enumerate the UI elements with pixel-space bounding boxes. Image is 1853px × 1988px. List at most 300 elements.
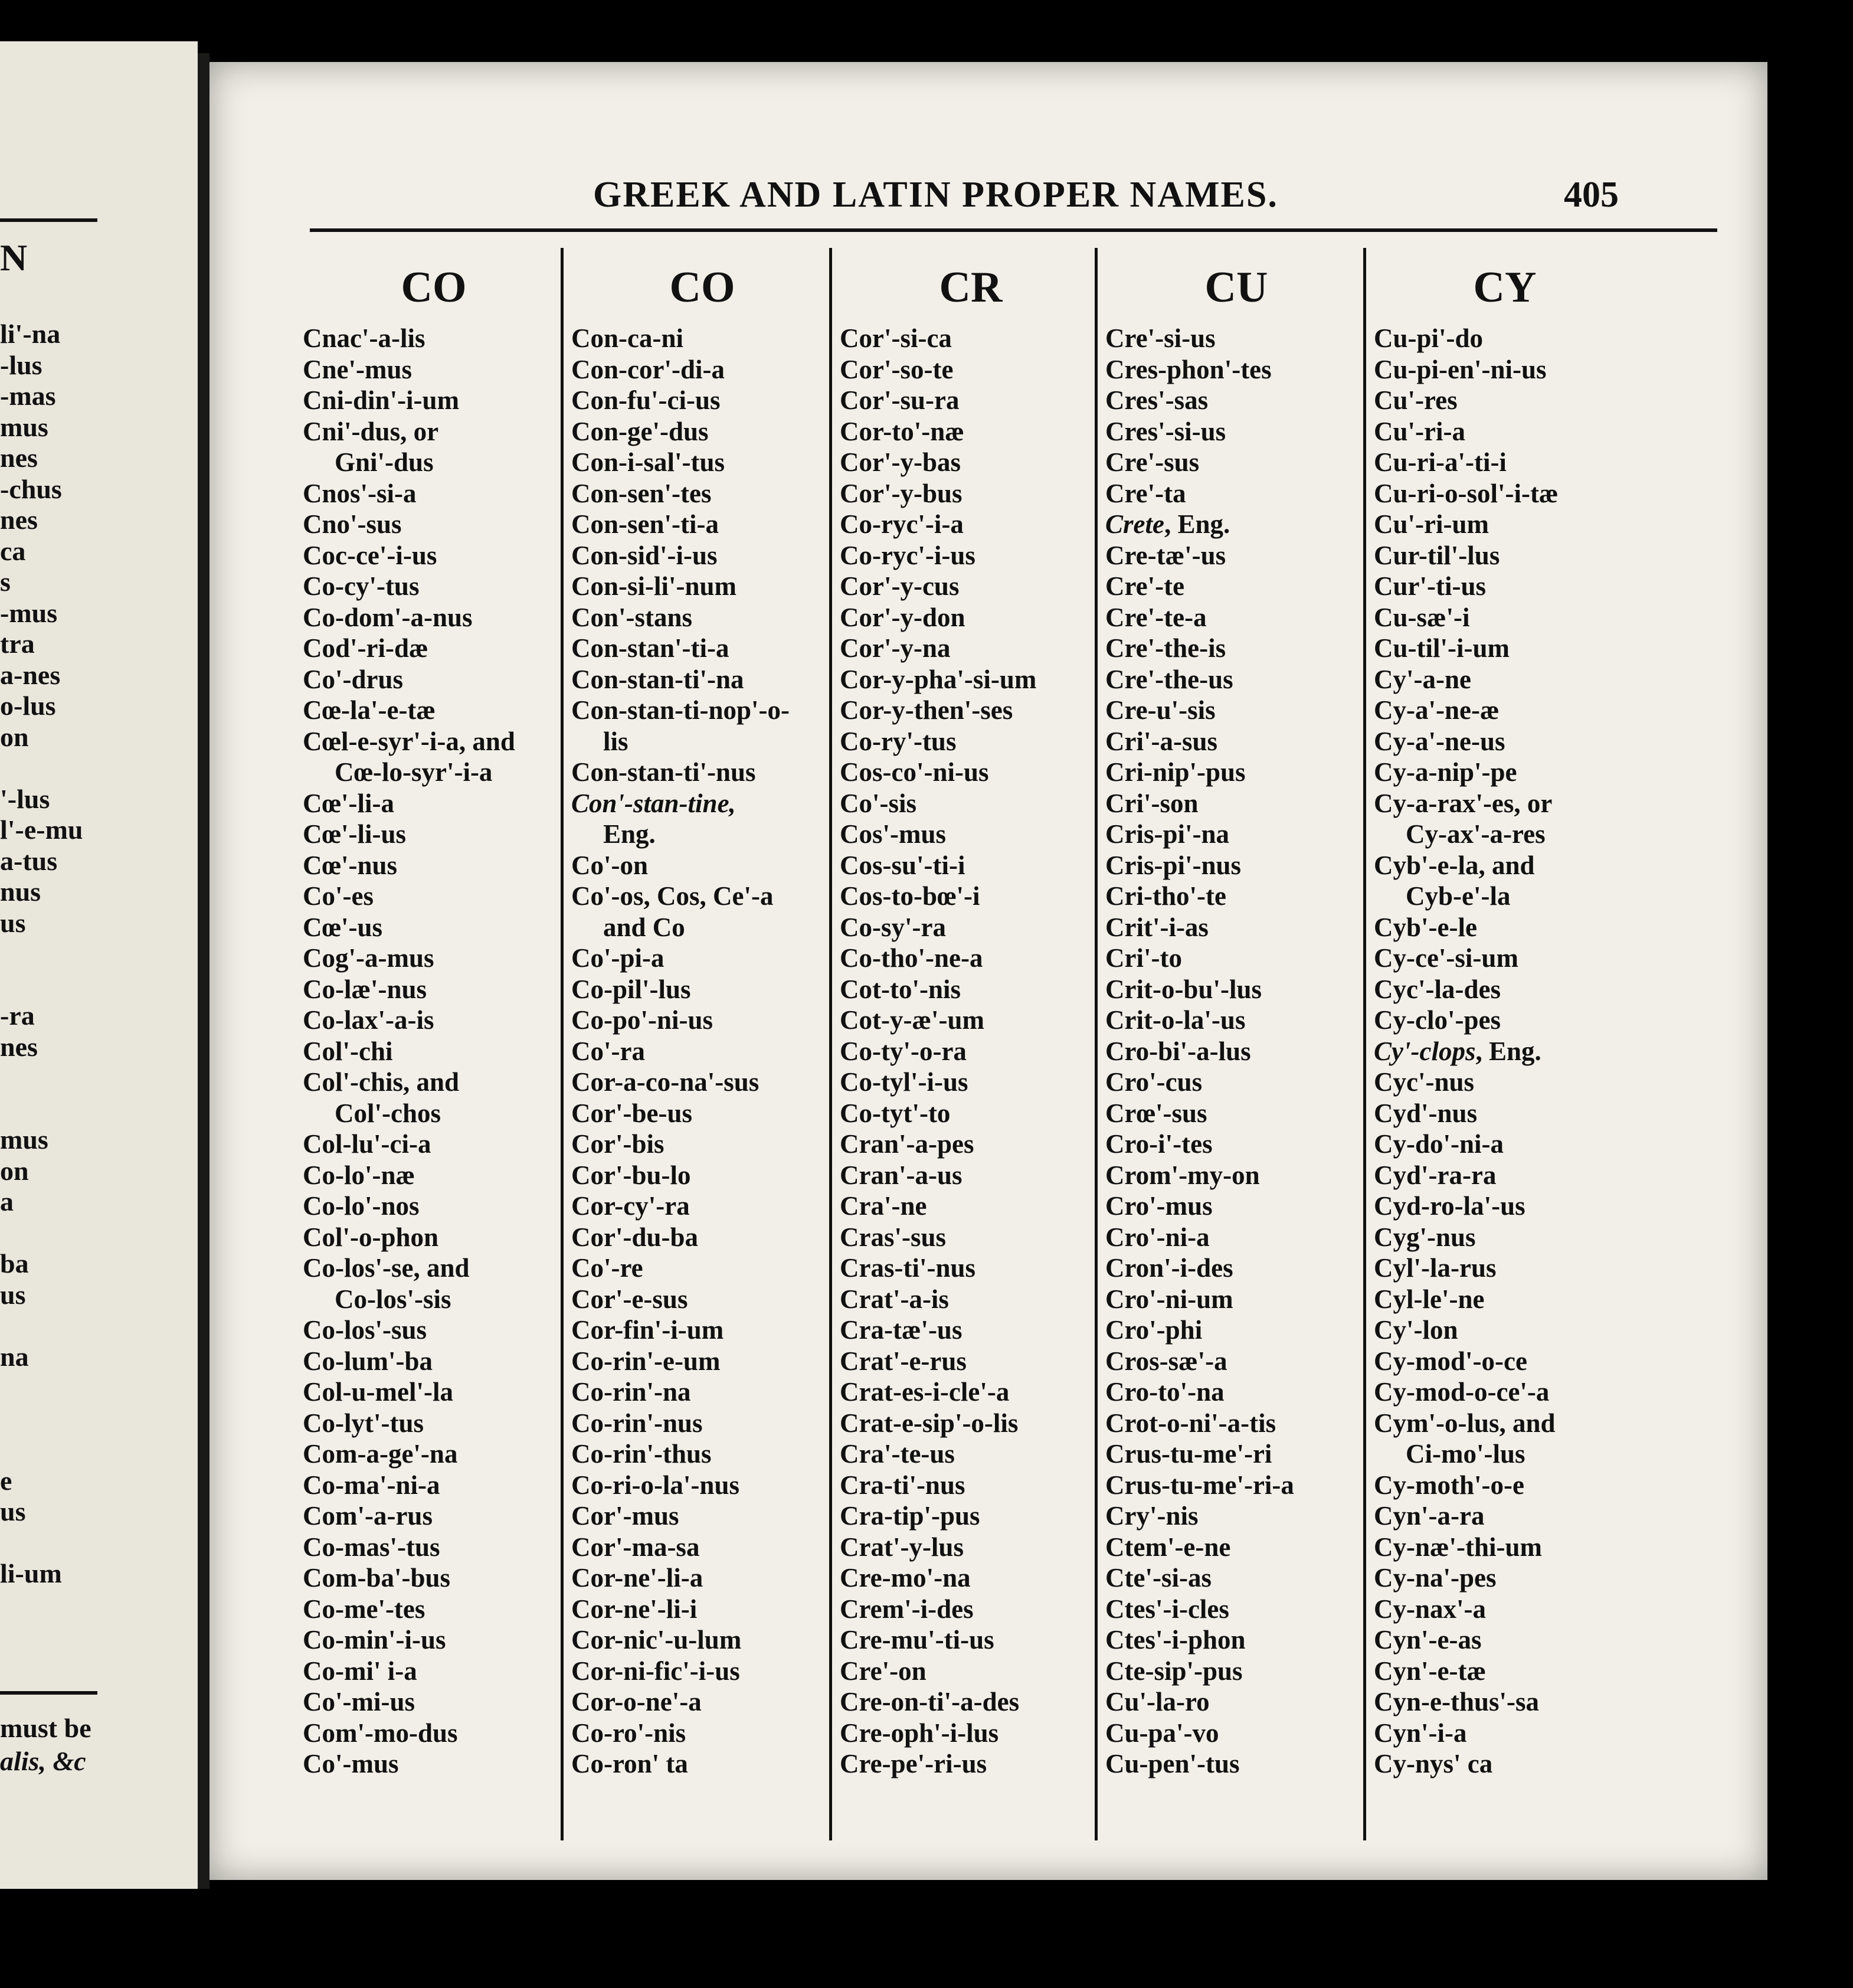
entry-list: [1363, 323, 1623, 1780]
name-entry: Cra'-te-us: [840, 1439, 955, 1469]
name-entry: Cor'-mus: [571, 1501, 679, 1531]
name-entry: Cro'-ni-um: [1105, 1284, 1233, 1314]
name-entry: Co-ma'-ni-a: [303, 1470, 440, 1500]
name-entry: Cœl-e-syr'-i-a, and: [303, 726, 515, 756]
name-entry: Crit-o-bu'-lus: [1105, 974, 1262, 1004]
name-entry: Cy-ax'-a-res: [1406, 819, 1546, 849]
name-entry: Cur'-ti-us: [1374, 571, 1486, 601]
name-entry: Cu'-ri-um: [1374, 509, 1489, 539]
name-entry: Cy-ce'-si-um: [1374, 943, 1518, 973]
name-entry: Cos-co'-ni-us: [840, 757, 989, 787]
name-entry: Cyn'-i-a: [1374, 1718, 1467, 1748]
name-entry: Cor'-be-us: [571, 1098, 692, 1128]
right-page: [209, 62, 1767, 1880]
left-page-fragment-line: '-lus: [0, 783, 50, 814]
name-entry: Cyb'-e-le: [1374, 912, 1477, 942]
name-entry: Cnac'-a-lis: [303, 323, 425, 353]
name-entry: Col'-o-phon: [303, 1222, 439, 1252]
name-entry: Co-lum'-ba: [303, 1346, 433, 1376]
name-entry: Co-rin'-e-um: [571, 1346, 721, 1376]
name-entry: Cre'-te: [1105, 571, 1185, 601]
left-page-fragment-line: [0, 1218, 83, 1249]
name-entry: Cos'-mus: [840, 819, 947, 849]
name-entry: Co'-mus: [303, 1749, 399, 1778]
entry-list: [292, 323, 552, 1780]
left-page-fragment-line: ca: [0, 535, 26, 566]
name-entry: Co-mi' i-a: [303, 1656, 417, 1686]
name-entry: Cu'-ri-a: [1374, 416, 1465, 446]
name-entry: Cra-ti'-nus: [840, 1470, 965, 1500]
name-entry: Cu-ri-o-sol'-i-tæ: [1374, 478, 1559, 508]
left-page-fragment-line: ba: [0, 1248, 29, 1279]
left-page-fragment-line: l'-e-mu: [0, 815, 83, 845]
name-entry: Cris-pi'-nus: [1105, 850, 1242, 880]
name-entry: Cre'-ta: [1105, 478, 1186, 508]
name-entry: Con-cor'-di-a: [571, 354, 725, 384]
left-page-fragment-line: us: [0, 1496, 26, 1526]
name-entry: Ctem'-e-ne: [1105, 1532, 1231, 1562]
name-entry: Cor'-du-ba: [571, 1222, 699, 1252]
name-entry: Crus-tu-me'-ri-a: [1105, 1470, 1294, 1500]
name-entry: Con-stan-ti-nop'-o-: [571, 695, 790, 725]
name-entry: Cos-to-bœ'-i: [840, 881, 980, 911]
name-entry: Com'-mo-dus: [303, 1718, 458, 1748]
name-entry: Cor'-bu-lo: [571, 1160, 691, 1190]
name-entry: Co-cy'-tus: [303, 571, 420, 601]
name-entry: Cnos'-si-a: [303, 478, 417, 508]
name-entry: Cod'-ri-dæ: [303, 633, 428, 663]
name-entry: Co-ri-o-la'-nus: [571, 1470, 739, 1500]
left-page-rule: [0, 218, 97, 222]
name-entry: Cos-su'-ti-i: [840, 850, 965, 880]
name-entry: Cre'-te-a: [1105, 602, 1207, 632]
name-entry: Cor-a-co-na'-sus: [571, 1067, 759, 1097]
name-entry: Co-sy'-ra: [840, 912, 946, 942]
name-entry: Cor-ni-fic'-i-us: [571, 1656, 740, 1686]
name-entry: Cri-tho'-te: [1105, 881, 1226, 911]
name-entry: Cyc'-la-des: [1374, 974, 1501, 1004]
name-entry: Co-ry'-tus: [840, 726, 957, 756]
entry-list: [829, 323, 1089, 1780]
name-entry: Col-lu'-ci-a: [303, 1129, 431, 1159]
name-entry: Cyn'-e-tæ: [1374, 1656, 1486, 1686]
name-entry: Com-a-ge'-na: [303, 1439, 458, 1469]
name-entry: Cre-on-ti'-a-des: [840, 1687, 1020, 1716]
name-entry: Cres-phon'-tes: [1105, 354, 1272, 384]
name-entry: Con-sen'-tes: [571, 478, 712, 508]
column-heading: CO: [669, 263, 735, 312]
name-entry: Cor-y-then'-ses: [840, 695, 1013, 725]
left-page-fragment-line: -ra: [0, 1000, 35, 1031]
name-entry: Cne'-mus: [303, 354, 412, 384]
name-entry: Cœ-la'-e-tæ: [303, 695, 436, 725]
name-column-5: [1363, 252, 1623, 1780]
name-entry: Cy-a-rax'-es, or: [1374, 788, 1553, 818]
name-entry: Cor-ne'-li-a: [571, 1563, 703, 1593]
column-heading: CY: [1473, 263, 1537, 312]
left-page-fragment-line: [0, 1310, 83, 1342]
left-page-fragment-line: [0, 1094, 83, 1125]
left-page-fragment-line: [0, 753, 83, 784]
name-entry: Cra-tip'-pus: [840, 1501, 980, 1531]
name-entry: Cy'-lon: [1374, 1315, 1458, 1345]
name-entry: Cran'-a-pes: [840, 1129, 974, 1159]
name-entry: Cra'-ne: [840, 1191, 927, 1221]
left-page-fragment: [0, 41, 198, 1889]
name-entry: Cro'-mus: [1105, 1191, 1213, 1221]
name-entry: Cor'-si-ca: [840, 323, 952, 353]
name-entry: Cy-mod-o-ce'-a: [1374, 1377, 1550, 1407]
name-entry: Cre-mu'-ti-us: [840, 1625, 994, 1655]
name-entry: Cy-a'-ne-us: [1374, 726, 1505, 756]
name-entry: Crœ'-sus: [1105, 1098, 1207, 1128]
left-page-fragment-line: na: [0, 1341, 29, 1372]
name-entry: Cyd'-nus: [1374, 1098, 1478, 1128]
name-entry: Co'-drus: [303, 664, 404, 694]
italic-english-form: Crete: [1105, 509, 1164, 539]
name-entry: Cre-u'-sis: [1105, 695, 1216, 725]
name-entry: Co'-es: [303, 881, 374, 911]
name-entry: Cro'-ni-a: [1105, 1222, 1210, 1252]
name-entry: Cyl-le'-ne: [1374, 1284, 1485, 1314]
name-entry: Cri'-son: [1105, 788, 1199, 818]
name-entry: Co-po'-ni-us: [571, 1005, 713, 1035]
name-entry: Crus-tu-me'-ri: [1105, 1439, 1272, 1469]
name-entry: Cre'-the-us: [1105, 664, 1233, 694]
name-entry: Cre-mo'-na: [840, 1563, 971, 1593]
name-entry: Co-læ'-nus: [303, 974, 427, 1004]
name-entry: Cy-moth'-o-e: [1374, 1470, 1524, 1500]
name-entry: Co-min'-i-us: [303, 1625, 446, 1655]
running-header: GREEK AND LATIN PROPER NAMES.: [593, 175, 1278, 215]
name-entry: Con-sid'-i-us: [571, 540, 718, 570]
left-page-fragment-line: [0, 939, 83, 970]
name-entry: Col'-chis, and: [303, 1067, 460, 1097]
name-entry: Con-fu'-ci-us: [571, 385, 721, 415]
name-entry: Cor'-bis: [571, 1129, 664, 1159]
column-heading: CR: [939, 263, 1003, 312]
header-rule: [310, 228, 1717, 232]
name-entry: Cras-ti'-nus: [840, 1253, 976, 1283]
name-entry: Cros-sæ'-a: [1105, 1346, 1227, 1376]
left-page-fragment-line: [0, 1062, 83, 1094]
name-entry: Cu'-la-ro: [1105, 1687, 1210, 1716]
name-entry: Cni-din'-i-um: [303, 385, 460, 415]
name-entry: Cri'-to: [1105, 943, 1182, 973]
name-entry: Cro-to'-na: [1105, 1377, 1225, 1407]
name-entry: Cri'-a-sus: [1105, 726, 1217, 756]
name-entry: Cy-mod'-o-ce: [1374, 1346, 1527, 1376]
name-entry: Co'-ra: [571, 1036, 645, 1066]
name-entry: Co-ron' ta: [571, 1749, 688, 1778]
name-entry: lis: [603, 726, 628, 756]
name-entry: Co-rin'-na: [571, 1377, 691, 1407]
name-entry: Con-i-sal'-tus: [571, 447, 725, 477]
left-page-fragment-line: -mus: [0, 597, 58, 628]
name-entry: Co-me'-tes: [303, 1594, 425, 1624]
name-entry: Cry'-nis: [1105, 1501, 1199, 1531]
name-entry: Cro-bi'-a-lus: [1105, 1036, 1251, 1066]
name-entry: Cre'-si-us: [1105, 323, 1216, 353]
name-entry: Co-lo'-nos: [303, 1191, 420, 1221]
name-column-3: [829, 252, 1089, 1780]
left-page-fragment-line: tra: [0, 629, 35, 659]
name-entry: Co-lax'-a-is: [303, 1005, 434, 1035]
left-page-fragment-line: mus: [0, 1124, 48, 1155]
name-entry: Col'-chi: [303, 1036, 393, 1066]
name-entry: Cra-tæ'-us: [840, 1315, 962, 1345]
name-entry: Cu-ri-a'-ti-i: [1374, 447, 1507, 477]
name-entry: Cris-pi'-na: [1105, 819, 1230, 849]
name-entry: Co-pil'-lus: [571, 974, 691, 1004]
left-page-fragment-line: [0, 1404, 83, 1435]
left-page-fragment-line: -chus: [0, 473, 62, 504]
left-page-fragment-line: [0, 970, 83, 1001]
name-entry: Con-stan-ti'-nus: [571, 757, 756, 787]
name-entry: Crit-o-la'-us: [1105, 1005, 1246, 1035]
entry-list: [561, 323, 820, 1780]
name-entry: Crat-es-i-cle'-a: [840, 1377, 1010, 1407]
name-entry: Cy-a-nip'-pe: [1374, 757, 1517, 787]
name-entry: Crat'-e-rus: [840, 1346, 967, 1376]
name-entry: Cor-cy'-ra: [571, 1191, 690, 1221]
name-entry: Ctes'-i-phon: [1105, 1625, 1246, 1655]
name-entry: Cor'-y-bus: [840, 478, 962, 508]
name-entry: Cu-til'-i-um: [1374, 633, 1510, 663]
name-entry: Con-stan'-ti-a: [571, 633, 729, 663]
name-entry: Co'-os, Cos, Ce'-a: [571, 881, 774, 911]
name-entry: Cre'-on: [840, 1656, 926, 1686]
name-entry: Cno'-sus: [303, 509, 402, 539]
name-entry: Con-sen'-ti-a: [571, 509, 719, 539]
left-page-fragment-line: nes: [0, 505, 38, 535]
column-heading: CU: [1204, 263, 1268, 312]
name-entry: Cyb'-e-la, and: [1374, 850, 1535, 880]
name-entry: Co-los'-sis: [335, 1284, 451, 1314]
name-entry: Cor'-su-ra: [840, 385, 960, 415]
name-entry: Crat'-y-lus: [840, 1532, 964, 1562]
left-page-fragment-line: nes: [0, 443, 38, 473]
name-entry: Cur-til'-lus: [1374, 540, 1500, 570]
entry-suffix: , Eng.: [1164, 509, 1230, 539]
left-page-fragment-line: a-nes: [0, 659, 61, 690]
footnote-line-2: alis, &c: [0, 1746, 86, 1776]
name-entry: Cu-pen'-tus: [1105, 1749, 1240, 1778]
book-gutter: [198, 53, 209, 1889]
name-column-4: [1095, 252, 1354, 1780]
name-entry: Cor-nic'-u-lum: [571, 1625, 742, 1655]
name-entry: Cor-fin'-i-um: [571, 1315, 724, 1345]
name-entry: Cyd-ro-la'-us: [1374, 1191, 1525, 1221]
name-entry: Cyn'-e-as: [1374, 1625, 1482, 1655]
left-page-fragment-line: nus: [0, 877, 41, 907]
name-entry: Co'-sis: [840, 788, 917, 818]
name-entry: Co-tyl'-i-us: [840, 1067, 968, 1097]
left-page-letter: N: [0, 237, 28, 279]
name-entry: Cyl'-la-rus: [1374, 1253, 1497, 1283]
name-entry: Cre-oph'-i-lus: [840, 1718, 999, 1748]
name-entry: Cœ'-li-us: [303, 819, 407, 849]
name-entry: Co-lyt'-tus: [303, 1408, 424, 1438]
name-entry: Co-los'-se, and: [303, 1253, 470, 1283]
name-entry: Cyd'-ra-ra: [1374, 1160, 1497, 1190]
name-entry: Co'-mi-us: [303, 1687, 415, 1716]
name-entry: Eng.: [603, 819, 656, 849]
name-entry: Ci-mo'-lus: [1406, 1439, 1525, 1469]
name-entry: Co-los'-sus: [303, 1315, 427, 1345]
name-entry: Co-tho'-ne-a: [840, 943, 983, 973]
name-entry: Cœ'-li-a: [303, 788, 394, 818]
name-entry: Co-ro'-nis: [571, 1718, 686, 1748]
name-entry: Con'-stans: [571, 602, 693, 632]
entry-list: [1095, 323, 1354, 1780]
column-heading: CO: [401, 263, 467, 312]
name-entry: Co-ryc'-i-us: [840, 540, 975, 570]
name-entry: Cron'-i-des: [1105, 1253, 1233, 1283]
name-entry: Cor'-so-te: [840, 354, 954, 384]
name-entry: Cœ'-nus: [303, 850, 398, 880]
name-entry: Cyn'-a-ra: [1374, 1501, 1485, 1531]
left-page-fragment-list: [0, 319, 83, 1590]
name-entry: Cre'-the-is: [1105, 633, 1226, 663]
name-entry: Cor-y-pha'-si-um: [840, 664, 1037, 694]
name-entry: Cte-sip'-pus: [1105, 1656, 1243, 1686]
name-entry: Cras'-sus: [840, 1222, 947, 1252]
left-page-fragment-line: [0, 1372, 83, 1404]
name-entry: Cy'-a-ne: [1374, 664, 1471, 694]
name-entry: Ctes'-i-cles: [1105, 1594, 1229, 1624]
left-page-footnote: [0, 1712, 91, 1778]
name-entry: Cog'-a-mus: [303, 943, 434, 973]
name-entry: Cor-to'-næ: [840, 416, 964, 446]
name-entry: Co-ty'-o-ra: [840, 1036, 967, 1066]
name-entry: Col-u-mel'-la: [303, 1377, 453, 1407]
name-entry: Cni'-dus, or: [303, 416, 439, 446]
name-entry: Co-mas'-tus: [303, 1532, 440, 1562]
name-entry: Con-stan-ti'-na: [571, 664, 744, 694]
left-page-fragment-line: on: [0, 721, 29, 752]
name-entry: Cor-ne'-li-i: [571, 1594, 698, 1624]
name-entry: Col'-chos: [335, 1098, 441, 1128]
left-page-footnote-rule: [0, 1691, 97, 1695]
left-page-fragment-line: us: [0, 1279, 26, 1310]
name-entry: Cre-tæ'-us: [1105, 540, 1226, 570]
name-entry: Cy-nax'-a: [1374, 1594, 1486, 1624]
name-entry: Com-ba'-bus: [303, 1563, 451, 1593]
name-entry: Cre'-sus: [1105, 447, 1200, 477]
entry-suffix: , Eng.: [1475, 1036, 1541, 1066]
name-entry: Crot-o-ni'-a-tis: [1105, 1408, 1276, 1438]
left-page-fragment-line: e: [0, 1465, 12, 1496]
name-entry: Cu-pa'-vo: [1105, 1718, 1219, 1748]
name-entry: Cor'-y-cus: [840, 571, 960, 601]
name-column-1: [292, 252, 552, 1780]
name-entry: Cres'-sas: [1105, 385, 1209, 415]
name-entry: Cy-næ'-thi-um: [1374, 1532, 1543, 1562]
name-entry: Cri-nip'-pus: [1105, 757, 1246, 787]
name-entry: Crat'-a-is: [840, 1284, 949, 1314]
left-page-fragment-line: li-um: [0, 1558, 62, 1588]
name-entry: Cor'-e-sus: [571, 1284, 688, 1314]
name-entry: and Co: [603, 912, 685, 942]
name-entry: Co'-pi-a: [571, 943, 664, 973]
name-entry: Coc-ce'-i-us: [303, 540, 437, 570]
footnote-line-1: must be: [0, 1713, 91, 1743]
name-entry: Con-ca-ni: [571, 323, 683, 353]
italic-english-form: Cy'-clops: [1374, 1036, 1476, 1066]
name-entry: Cro-i'-tes: [1105, 1129, 1213, 1159]
name-entry: Cu-pi'-do: [1374, 323, 1484, 353]
name-entry: Co-rin'-nus: [571, 1408, 703, 1438]
name-entry: Cran'-a-us: [840, 1160, 962, 1190]
name-entry: Crat-e-sip'-o-lis: [840, 1408, 1019, 1438]
left-page-fragment-line: o-lus: [0, 691, 56, 721]
name-column-2: [561, 252, 820, 1780]
name-entry: Crem'-i-des: [840, 1594, 974, 1624]
name-entry: Co-dom'-a-nus: [303, 602, 473, 632]
name-entry: Cte'-si-as: [1105, 1563, 1212, 1593]
left-page-fragment-line: on: [0, 1155, 29, 1186]
name-entry: Co-ryc'-i-a: [840, 509, 964, 539]
name-entry: Cor'-y-na: [840, 633, 951, 663]
left-page-fragment-line: -mas: [0, 381, 56, 411]
left-page-fragment-line: -lus: [0, 349, 42, 380]
name-entry: Crom'-my-on: [1105, 1160, 1260, 1190]
name-entry: Gni'-dus: [335, 447, 434, 477]
name-entry: Co-rin'-thus: [571, 1439, 712, 1469]
name-entry: Cor'-ma-sa: [571, 1532, 700, 1562]
left-page-fragment-line: mus: [0, 411, 48, 442]
name-entry: Cu-sæ'-i: [1374, 602, 1470, 632]
left-page-fragment-line: [0, 1434, 83, 1466]
name-entry: Co'-re: [571, 1253, 643, 1283]
name-entry: Cu'-res: [1374, 385, 1458, 415]
left-page-fragment-line: a-tus: [0, 845, 58, 876]
name-entry: Cres'-si-us: [1105, 416, 1226, 446]
name-entry: Cor'-y-don: [840, 602, 965, 632]
name-entry: Con'-stan-tine,: [571, 788, 736, 818]
name-entry: Crit'-i-as: [1105, 912, 1209, 942]
name-entry: Con-ge'-dus: [571, 416, 709, 446]
name-entry: Con-si-li'-num: [571, 571, 737, 601]
left-page-fragment-line: [0, 1528, 83, 1559]
name-entry: Cot-y-æ'-um: [840, 1005, 984, 1035]
name-entry: Com'-a-rus: [303, 1501, 433, 1531]
page-number: 405: [1564, 175, 1619, 215]
name-entry: Cre-pe'-ri-us: [840, 1749, 987, 1778]
name-entry: Cyn-e-thus'-sa: [1374, 1687, 1540, 1716]
left-page-fragment-line: nes: [0, 1031, 38, 1062]
name-entry: Cy-nys' ca: [1374, 1749, 1493, 1778]
name-entry: Cy-na'-pes: [1374, 1563, 1497, 1593]
name-entry: Cœ-lo-syr'-i-a: [335, 757, 493, 787]
left-page-fragment-line: a: [0, 1186, 14, 1217]
name-entry: Cy-do'-ni-a: [1374, 1129, 1504, 1159]
name-entry: Cy-a'-ne-æ: [1374, 695, 1500, 725]
name-entry: Co'-on: [571, 850, 649, 880]
name-entry: Co-tyt'-to: [840, 1098, 951, 1128]
name-entry: Cro'-cus: [1105, 1067, 1203, 1097]
name-entry: Cro'-phi: [1105, 1315, 1203, 1345]
name-entry: Cyg'-nus: [1374, 1222, 1476, 1252]
left-page-fragment-line: s: [0, 567, 11, 597]
name-entry: Cœ'-us: [303, 912, 383, 942]
name-entry: Cyc'-nus: [1374, 1067, 1475, 1097]
name-entry: [1363, 1036, 1623, 1067]
name-entry: Cu-pi-en'-ni-us: [1374, 354, 1547, 384]
left-page-fragment-line: us: [0, 907, 26, 938]
name-entry: Cy-clo'-pes: [1374, 1005, 1501, 1035]
